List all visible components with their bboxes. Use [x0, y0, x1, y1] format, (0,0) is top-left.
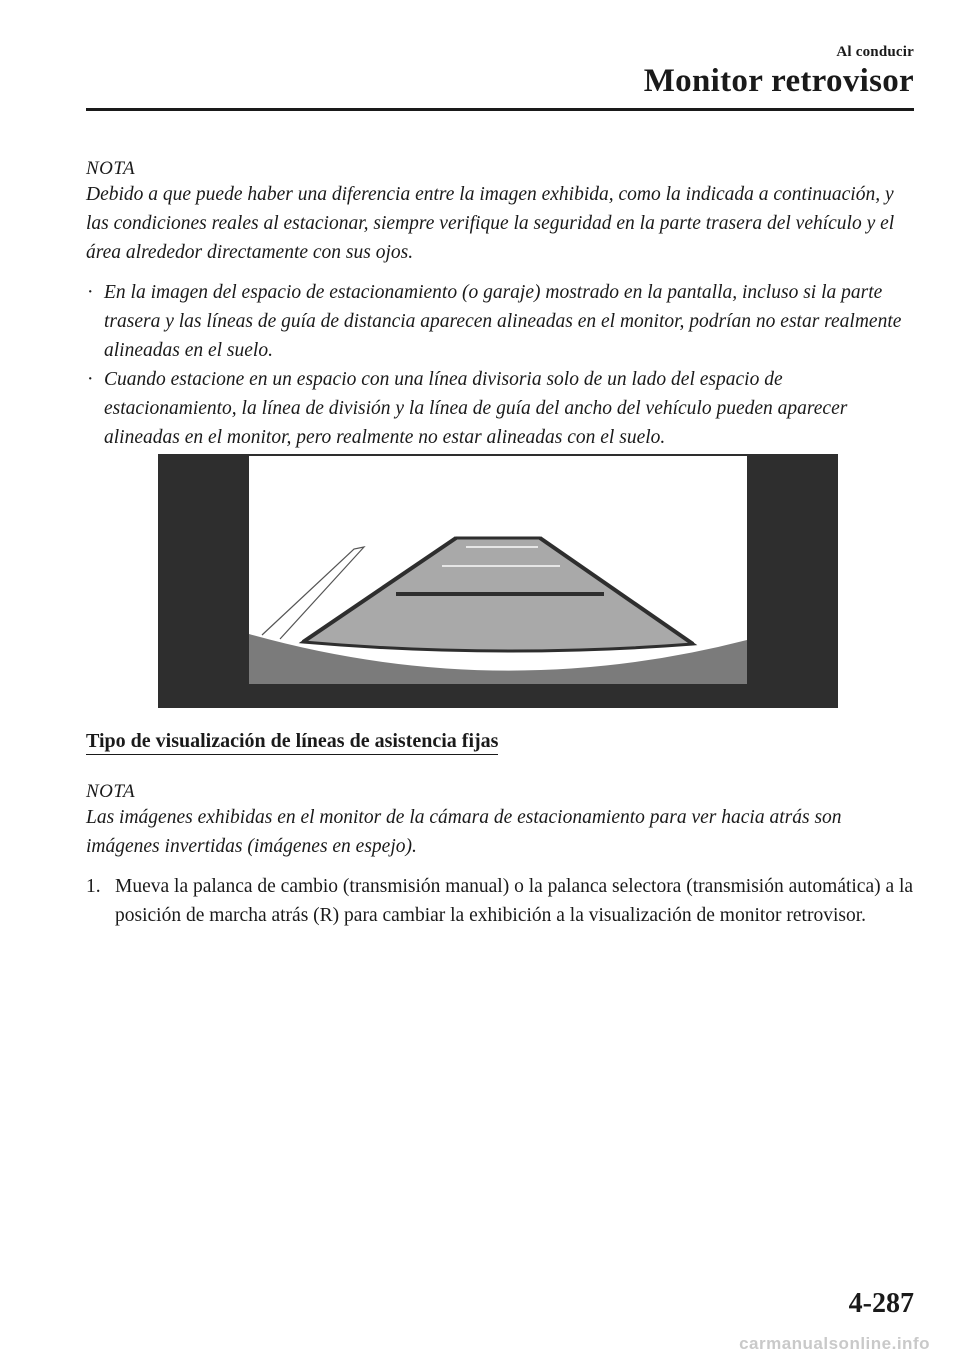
rear-monitor-illustration: [158, 454, 838, 708]
note-text: Las imágenes exhibidas en el monitor de la cámara de estacionamiento para ver hacia atrás son imágenes invertidas (imágenes en espejo).: [86, 807, 842, 857]
note-block-2: [86, 781, 916, 861]
step-list: [86, 872, 916, 930]
page-title: Monitor retrovisor: [643, 63, 914, 99]
step-item: [86, 872, 916, 930]
step-number: 1.: [86, 876, 101, 897]
step-text: Mueva la palanca de cambio (transmisión manual) o la palanca selectora (transmisión automática) a la posición de marcha atrás (R) para cambiar la exhibición a la visualización de monitor retrovisor.: [115, 876, 914, 926]
section-heading: Tipo de visualización de líneas de asistencia fijas: [86, 730, 498, 755]
note-label: NOTA: [86, 781, 136, 802]
page-number: 4-287: [848, 1288, 914, 1319]
note-label: NOTA: [86, 158, 136, 179]
bullet-icon: ·: [87, 369, 94, 390]
page-header: [644, 44, 914, 100]
note-block: [86, 158, 916, 452]
section-block: [86, 730, 916, 930]
note-bullet-item: [86, 365, 916, 452]
bullet-icon: ·: [87, 282, 94, 303]
note-bullet-item: [86, 278, 916, 365]
bullet-text: Cuando estacione en un espacio con una línea divisoria solo de un lado del espacio de estacionamiento, la línea de división y la línea de guía del ancho del vehículo pueden aparecer alineadas en el monitor, pero realmente no estar alineadas con el suelo.: [104, 369, 848, 448]
bullet-text: En la imagen del espacio de estacionamiento (o garaje) mostrado en la pantalla, incluso si la parte trasera y las líneas de guía de distancia aparecen alineadas en el monitor, podrían no estar realmente alineadas en el suelo.: [104, 282, 902, 361]
watermark: carmanualsonline.info: [739, 1334, 930, 1353]
section-label: Al conducir: [836, 44, 914, 60]
header-divider: [86, 108, 914, 111]
note-bullet-list: [86, 278, 916, 452]
note-text: Debido a que puede haber una diferencia entre la imagen exhibida, como la indicada a continuación, y las condiciones reales al estacionar, siempre verifique la seguridad en la parte trasera del vehículo y el área alrededor directamente con sus ojos.: [86, 184, 895, 263]
